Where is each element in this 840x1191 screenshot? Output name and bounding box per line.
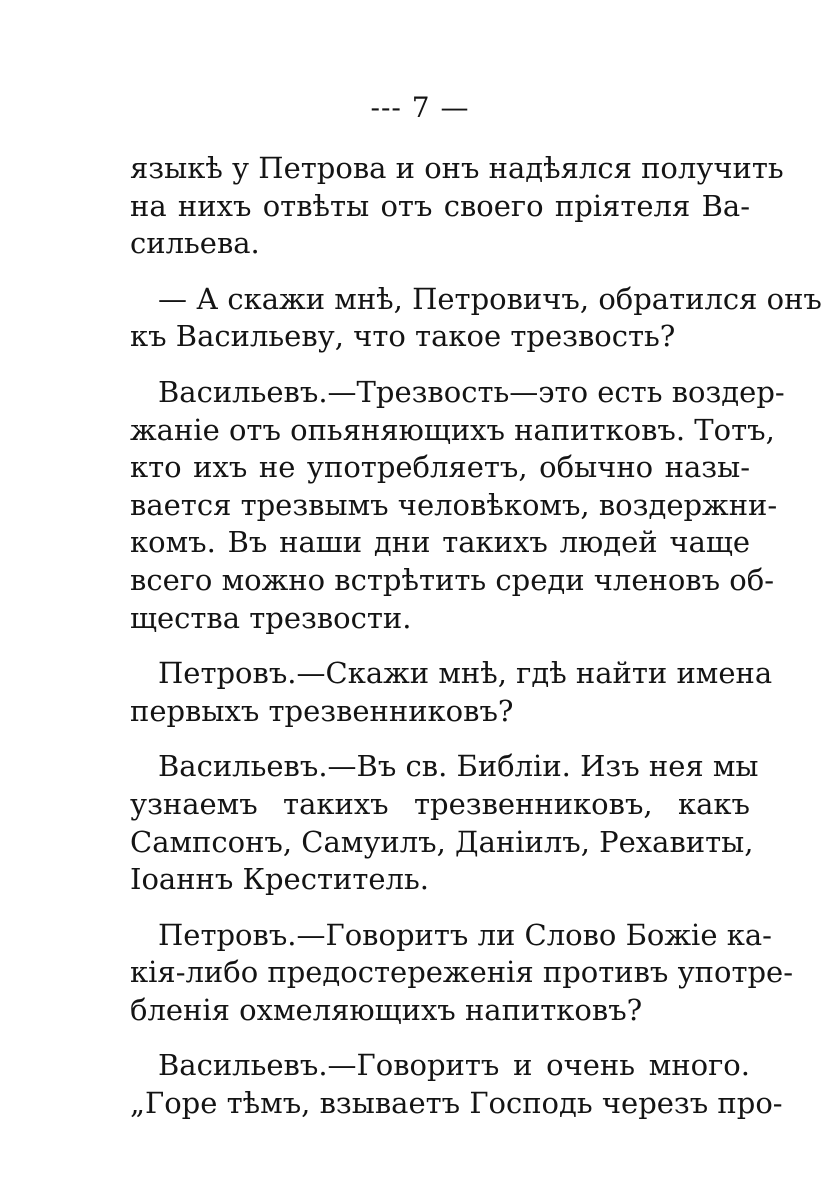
text-line: Васильевъ.—Говоритъ и очень много. <box>158 1048 750 1083</box>
paragraph <box>130 748 759 898</box>
paragraph <box>130 655 773 730</box>
text-line: Iоаннъ Креститель. <box>130 862 429 897</box>
text-line: „Горе тѣмъ, взываетъ Господь черезъ про- <box>130 1086 783 1121</box>
text-line: кто ихъ не употребляетъ, обычно назы- <box>130 450 750 485</box>
text-line: бленiя охмеляющихъ напитковъ? <box>130 992 643 1027</box>
text-line: Васильевъ.—Трезвость—это есть воздер- <box>158 374 785 409</box>
text-line: узнаемъ такихъ трезвенниковъ, какъ <box>130 786 750 821</box>
text-line: всего можно встрѣтить среди членовъ об- <box>130 562 775 597</box>
paragraph <box>130 374 785 637</box>
text-line: къ Васильеву, что такое трезвость? <box>130 319 676 354</box>
paragraph <box>130 150 784 263</box>
text-line: щества трезвости. <box>130 600 412 635</box>
text-line: языкѣ у Петрова и онъ надѣялся получить <box>130 151 784 185</box>
paragraph <box>130 281 822 356</box>
text-line: комъ. Въ наши дни такихъ людей чаще <box>130 525 750 560</box>
text-line: жанiе отъ опьяняющихъ напитковъ. Тотъ, <box>130 412 775 447</box>
paragraph <box>130 1047 783 1122</box>
text-line: Петровъ.—Говоритъ ли Слово Божiе ка- <box>158 917 772 952</box>
text-line: Сампсонъ, Самуилъ, Данiилъ, Рехавиты, <box>130 824 754 859</box>
text-line: Васильевъ.—Въ св. Библiи. Изъ нея мы <box>158 749 759 784</box>
body-text <box>130 150 822 1141</box>
text-line: на нихъ отвѣты отъ своего прiятеля Ва- <box>130 188 750 223</box>
text-line: — А скажи мнѣ, Петровичъ, обратился онъ <box>158 281 822 316</box>
paragraph <box>130 917 794 1030</box>
text-line: Петровъ.—Скажи мнѣ, гдѣ найти имена <box>158 656 773 691</box>
text-line: вается трезвымъ человѣкомъ, воздержни- <box>130 487 778 522</box>
page-number: --- 7 — <box>370 91 470 124</box>
text-line: кiя-либо предостереженiя противъ употре- <box>130 955 794 990</box>
text-line: первыхъ трезвенниковъ? <box>130 693 514 728</box>
text-line: сильева. <box>130 226 260 261</box>
